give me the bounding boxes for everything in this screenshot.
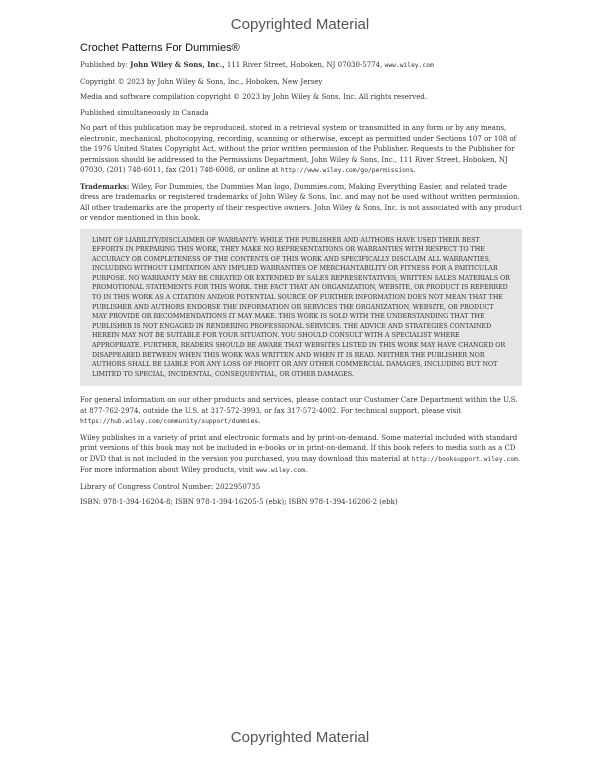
booksupport-url[interactable]: http://booksupport.wiley.com xyxy=(411,455,518,463)
liability-disclaimer-box: LIMIT OF LIABILITY/DISCLAIMER OF WARRANTY: WHILE THE PUBLISHER AND AUTHORS HAVE USED THEIR BEST EFFORTS IN PREPARING THIS WORK, THEY MAKE NO REPRESENTATIONS OR WARRANTIES WITH RESPECT TO THE ACCURACY OR COMPLETENESS OF THE CONTENTS OF THIS WORK AND SPECIFICALLY DISCLAIM ALL WARRANTIES, INCLUDING WITHOUT LIMITATION ANY IMPLIED WARRANTIES OF MERCHANTABILITY OR FITNESS FOR A PARTICULAR PURPOSE. NO WARRANTY MAY BE CREATED OR EXTENDED BY SALES REPRESENTATIVES, WRITTEN SALES MATERIALS OR PROMOTIONAL STATEMENTS FOR THIS WORK. THE FACT THAT AN ORGANIZATION, WEBSITE, OR PRODUCT IS REFERRED TO IN THIS WORK AS A CITATION AND/OR POTENTIAL SOURCE OF FURTHER INFORMATION DOES NOT MEAN THAT THE PUBLISHER AND AUTHORS ENDORSE THE INFORMATION OR SERVICES THE ORGANIZATION, WEBSITE, OR PRODUCT MAY PROVIDE OR RECOMMENDATIONS IT MAY MAKE. THIS WORK IS SOLD WITH THE UNDERSTANDING THAT THE PUBLISHER IS NOT ENGAGED IN RENDERING PROFESSIONAL SERVICES. THE ADVICE AND STRATEGIES CONTAINED HEREIN MAY NOT BE SUITABLE FOR YOUR SITUATION. YOU SHOULD CONSULT WITH A SPECIALIST WHERE APPROPRIATE. FURTHER, READERS SHOULD BE AWARE THAT WEBSITES LISTED IN THIS WORK MAY HAVE CHANGED OR DISAPPEARED BETWEEN WHEN THIS WORK WAS WRITTEN AND WHEN IT IS READ. NEITHER THE PUBLISHER NOR AUTHORS SHALL BE LIABLE FOR ANY LOSS OF PROFIT OR ANY OTHER COMMERCIAL DAMAGES, INCLUDING BUT NOT LIMITED TO SPECIAL, INCIDENTAL, CONSEQUENTIAL, OR OTHER DAMAGES. xyxy=(80,229,522,387)
copyright-watermark-top: Copyrighted Material xyxy=(230,16,370,33)
lccn-line: Library of Congress Control Number: 2022950735 xyxy=(80,482,261,491)
formats-mid: . For more information about Wiley products, visit xyxy=(80,454,521,475)
formats-end: . xyxy=(305,466,308,475)
trademarks-text: Wiley, For Dummies, the Dummies Man logo, Dummies.com, Making Everything Easier, and related trade dress are trademarks or registered trademarks of John Wiley & Sons, Inc. and may not be used without written permission. All other trademarks are the property of their respective owners. John Wiley & Sons, Inc. is not associated with any product or vendor mentioned in this book. xyxy=(80,182,522,222)
publisher-address: 111 River Street, Hoboken, NJ 07030-5774, xyxy=(224,61,385,69)
book-title: Crochet Patterns For Dummies® xyxy=(80,42,240,54)
copyright-page-body xyxy=(80,42,522,513)
customer-care-paragraph xyxy=(80,395,522,428)
published-by-label: Published by: xyxy=(80,61,128,69)
formats-paragraph xyxy=(80,433,522,477)
trademarks-paragraph xyxy=(80,182,522,224)
wiley-url[interactable]: www.wiley.com xyxy=(255,467,305,475)
published-in-canada-line: Published simultaneously in Canada xyxy=(80,108,209,117)
customer-care-text: For general information on our other products and services, please contact our Customer Care Department within the U.S. at 877-762-2974, outside the U.S. at 317-572-3993, or fax 317-572-4002. For technical support, please visit xyxy=(80,396,518,415)
formats-text: Wiley publishes in a variety of print and electronic formats and by print-on-demand. Some material included with standard print versions of this book may not be included in e-books or in print-on-demand. If this book refers to media such as a CD or DVD that is not included in the version you purchased, you may download this material at xyxy=(80,433,518,463)
publisher-url[interactable]: www.wiley.com xyxy=(384,62,434,69)
publisher-name: John Wiley & Sons, Inc., xyxy=(130,60,225,69)
customer-care-end: . xyxy=(258,417,261,426)
copyright-watermark-bottom: Copyrighted Material xyxy=(230,729,370,746)
isbn-line: ISBN: 978-1-394-16204-8; ISBN 978-1-394-16205-5 (ebk); ISBN 978-1-394-16206-2 (ebk) xyxy=(80,498,398,507)
permissions-text: No part of this publication may be reproduced, stored in a retrieval system or transmitted in any form or by any means, electronic, mechanical, photocopying, recording, scanning or otherwise, except as permitted under Sections 107 or 108 of the 1976 United States Copyright Act, without the prior written permission of the Publisher. Requests to the Publisher for permission should be addressed to the Permissions Department, John Wiley & Sons, Inc., 111 River Street, Hoboken, NJ 07030, (201) 748-6011, fax (201) 748-6008, or online at xyxy=(80,124,517,174)
copyright-line: Copyright © 2023 by John Wiley & Sons, Inc., Hoboken, New Jersey xyxy=(80,77,323,86)
permissions-paragraph xyxy=(80,123,522,177)
media-copyright-line: Media and software compilation copyright © 2023 by John Wiley & Sons, Inc. All rights reserved. xyxy=(80,93,428,101)
permissions-url[interactable]: http://www.wiley.com/go/permissions xyxy=(280,167,414,174)
published-by-line xyxy=(80,60,522,72)
permissions-end: . xyxy=(413,166,416,174)
trademarks-label: Trademarks: xyxy=(80,181,130,191)
support-url[interactable]: https://hub.wiley.com/community/support/dummies xyxy=(80,418,259,426)
